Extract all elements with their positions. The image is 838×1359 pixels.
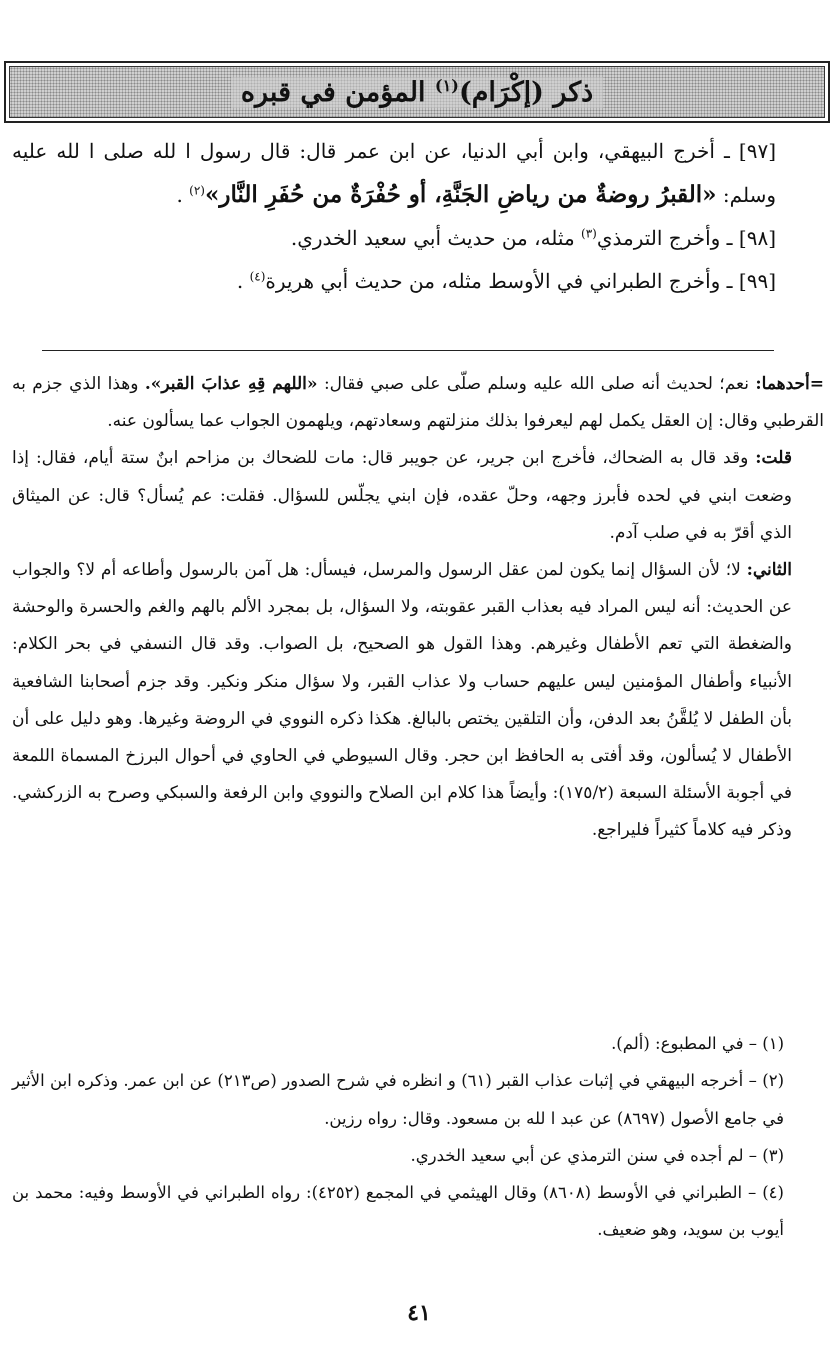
note-qultu-label: قلت: — [755, 448, 792, 469]
chapter-title-text: ذكر (إكْرَام) — [458, 76, 594, 108]
chapter-header-shaded-band — [9, 66, 825, 118]
note-first-text: نعم؛ لحديث أنه صلى الله عليه وسلم صلّى على صبي فقال: — [317, 374, 756, 394]
note-first-opinion — [12, 366, 824, 440]
chapter-title-footnote-marker: (١) — [434, 75, 459, 95]
note-qultu — [12, 440, 824, 552]
footnote-marker-3: (٣) — [581, 226, 597, 241]
note-first-quote: «اللهم قِهِ عذابَ القبر». — [144, 374, 318, 394]
hadith-98 — [12, 217, 824, 260]
note-first-rest: وهذا الذي جزم به القرطبي وقال: إن العقل يكمل لهم ليعرفوا بذلك منزلتهم وسعادتهم، ويلهمون الجواب عما يسألون عنه. — [12, 374, 824, 432]
hadith-97-quote: «القبرُ روضةٌ من رياضِ الجَنَّةِ، أو حُفْرَةٌ من حُفَرِ النَّار» — [204, 181, 717, 208]
hadith-98-intro: [٩٨] ـ وأخرج الترمذي — [596, 226, 776, 250]
hadith-98-rest: مثله، من حديث أبي سعيد الخدري. — [290, 226, 582, 250]
footnote-marker-2: (٢) — [189, 183, 205, 198]
hadith-97-end: . — [176, 183, 190, 207]
chapter-title-rest: المؤمن في قبره — [240, 76, 435, 108]
footnote-4: (٤) – الطبراني في الأوسط (٨٦٠٨) وقال الهيثمي في المجمع (٤٢٥٢): رواه الطبراني في الأوسط وفيه: محمد بن أيوب بن سويد، وهو ضعيف. — [12, 1183, 784, 1240]
note-second-opinion — [12, 552, 824, 850]
hadith-97-intro: [٩٧] ـ أخرج البيهقي، وابن أبي الدنيا، عن ابن عمر قال: قال رسول ا لله صلى ا لله عليه وسلم: — [12, 139, 776, 207]
hadith-99-intro: [٩٩] ـ وأخرج الطبراني في الأوسط مثله، من حديث أبي هريرة — [265, 269, 776, 293]
commentary-notes — [12, 366, 824, 850]
page-number: ٤١ — [407, 1300, 431, 1326]
note-qultu-text: وقد قال به الضحاك، فأخرج ابن جرير، عن جويبر قال: مات للضحاك بن مزاحم ابنٌ ستة أيام، فقال: إذا وضعت ابني في لحده فأبرز وجهه، وحلّ عقده، فإن ابني يجلّس للسؤال. فقلت: عم يُسأل؟ قال: عن الميثاق الذي أقرّ به في صلب آدم. — [12, 448, 792, 543]
footnote-1: (١) – في المطبوع: (ألم). — [611, 1034, 784, 1053]
footnote-2: (٢) – أخرجه البيهقي في إثبات عذاب القبر (٦١) و انظره في شرح الصدور (ص٢١٣) عن ابن عمر. وذكره ابن الأثير في جامع الأصول (٨٦٩٧) عن عبد ا لله بن مسعود. وقال: رواه رزين. — [12, 1071, 784, 1128]
hadith-97 — [12, 130, 824, 217]
footnote-marker-4: (٤) — [249, 269, 266, 284]
footnote-separator — [42, 350, 774, 351]
hadith-99 — [12, 260, 824, 303]
footnotes — [12, 1025, 824, 1249]
note-second-label: الثاني: — [746, 560, 792, 581]
main-text — [12, 130, 824, 303]
footnote-3: (٣) – لم أجده في سنن الترمذي عن أبي سعيد الخدري. — [410, 1145, 784, 1165]
note-first-label: =أحدهما: — [755, 374, 825, 394]
hadith-99-rest: . — [236, 269, 250, 293]
chapter-header-box — [4, 61, 830, 123]
chapter-title — [231, 77, 603, 108]
note-second-text: لا؛ لأن السؤال إنما يكون لمن عقل الرسول والمرسل، فيسأل: هل آمن بالرسول وأطاعه أم لا؟ والجواب عن الحديث: أنه ليس المراد فيه بعذاب القبر عقوبته، ولا السؤال، بل بمجرد الألم بالهم والغم والحسرة والوحشة والضغطة التي تعم الأطفال وغيرهم. وهذا القول هو الصحيح، بل الصواب. وقد قال النسفي في بحر الكلام: الأنبياء وأطفال المؤمنين ليس عليهم حساب ولا عذاب القبر، ولا سؤال منكر ونكير. وقد جزم أصحابنا الشافعية بأن الطفل لا يُلقَّنُ بعد الدفن، وأن التلقين يختص بالبالغ. هكذا ذكره النووي في الروضة وغيرها. وهو دليل على أن الأطفال لا يُسألون، وقد أفتى به الحافظ ابن حجر. وقال السيوطي في الحاوي في أحوال البرزخ المسماة اللمعة في أجوبة الأسئلة السبعة (١٧٥/٢): وأيضاً هذا كلام ابن الصلاح والنووي وابن الرفعة والسبكي وصرح به الزركشي. وذكر فيه كلاماً كثيراً فليراجع. — [12, 560, 793, 841]
